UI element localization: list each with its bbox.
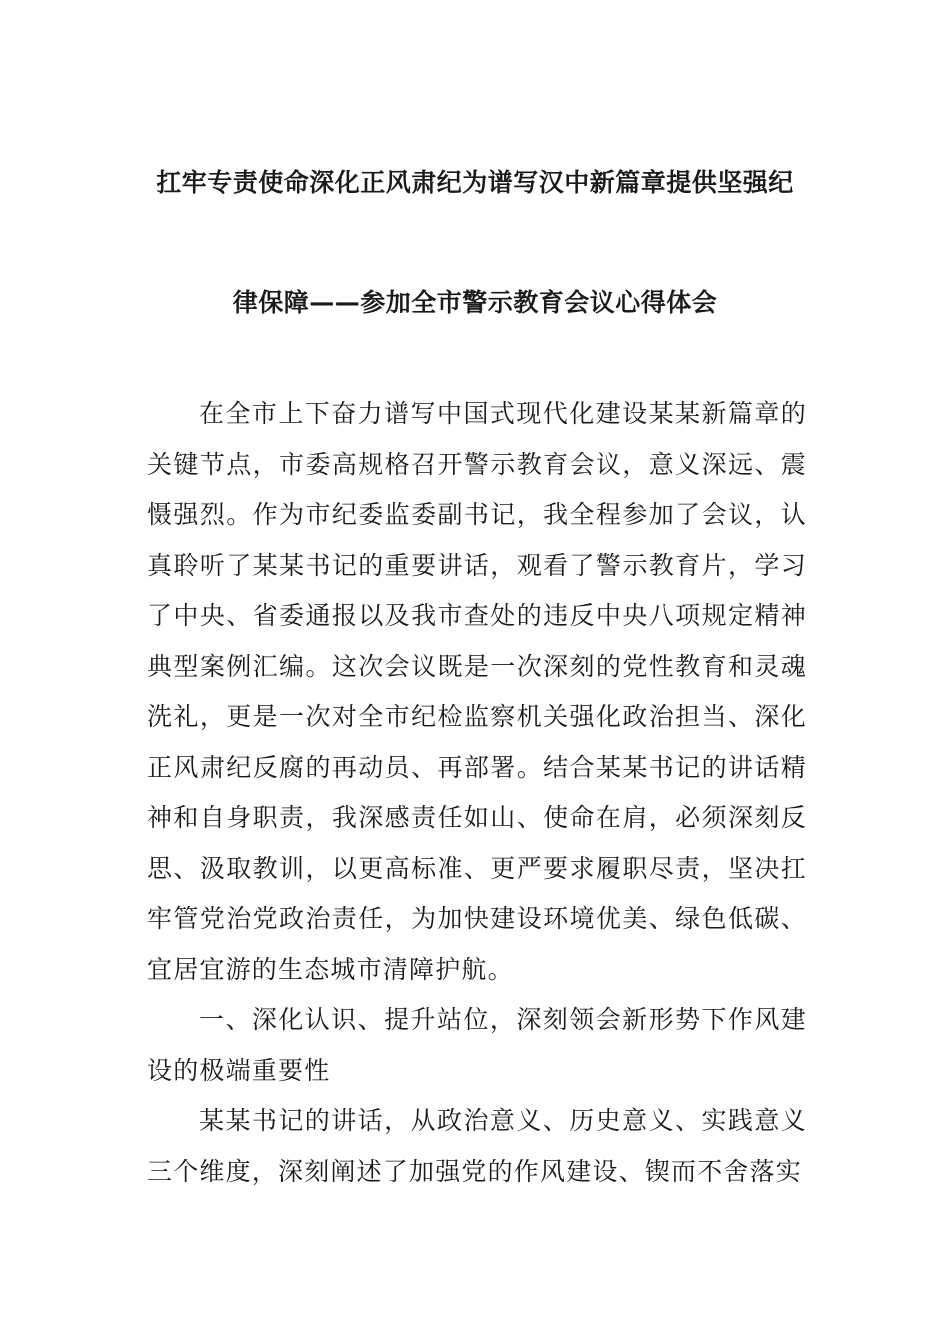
body-paragraph-section-1: 某某书记的讲话，从政治意义、历史意义、实践意义三个维度，深刻阐述了加强党的作风建设、锲而不舍落实 — [147, 1106, 807, 1186]
document-title-line-1: 扛牢专责使命深化正风肃纪为谱写汉中新篇章提供坚强纪 — [156, 168, 794, 197]
section-heading-1: 一、深化认识、提升站位，深刻领会新形势下作风建设的极端重要性 — [147, 1005, 807, 1085]
body-paragraph-intro: 在全市上下奋力谱写中国式现代化建设某某新篇章的关键节点，市委高规格召开警示教育会议，意义深远、震慑强烈。作为市纪委监委副书记，我全程参加了会议，认真聆听了某某书记的重要讲话，观看了警示教育片，学习了中央、省委通报以及我市查处的违反中央八项规定精神典型案例汇编。这次会议既是一次深刻的党性教育和灵魂洗礼，更是一次对全市纪检监察机关强化政治担当、深化正风肃纪反腐的再动员、再部署。结合某某书记的讲话精神和自身职责，我深感责任如山、使命在肩，必须深刻反思、汲取教训，以更高标准、更严要求履职尽责，坚决扛牢管党治党政治责任，为加快建设环境优美、绿色低碳、宜居宜游的生态城市清障护航。 — [147, 399, 807, 984]
document-body — [147, 389, 807, 1197]
document-title-line-2: 律保障——参加全市警示教育会议心得体会 — [232, 288, 718, 317]
